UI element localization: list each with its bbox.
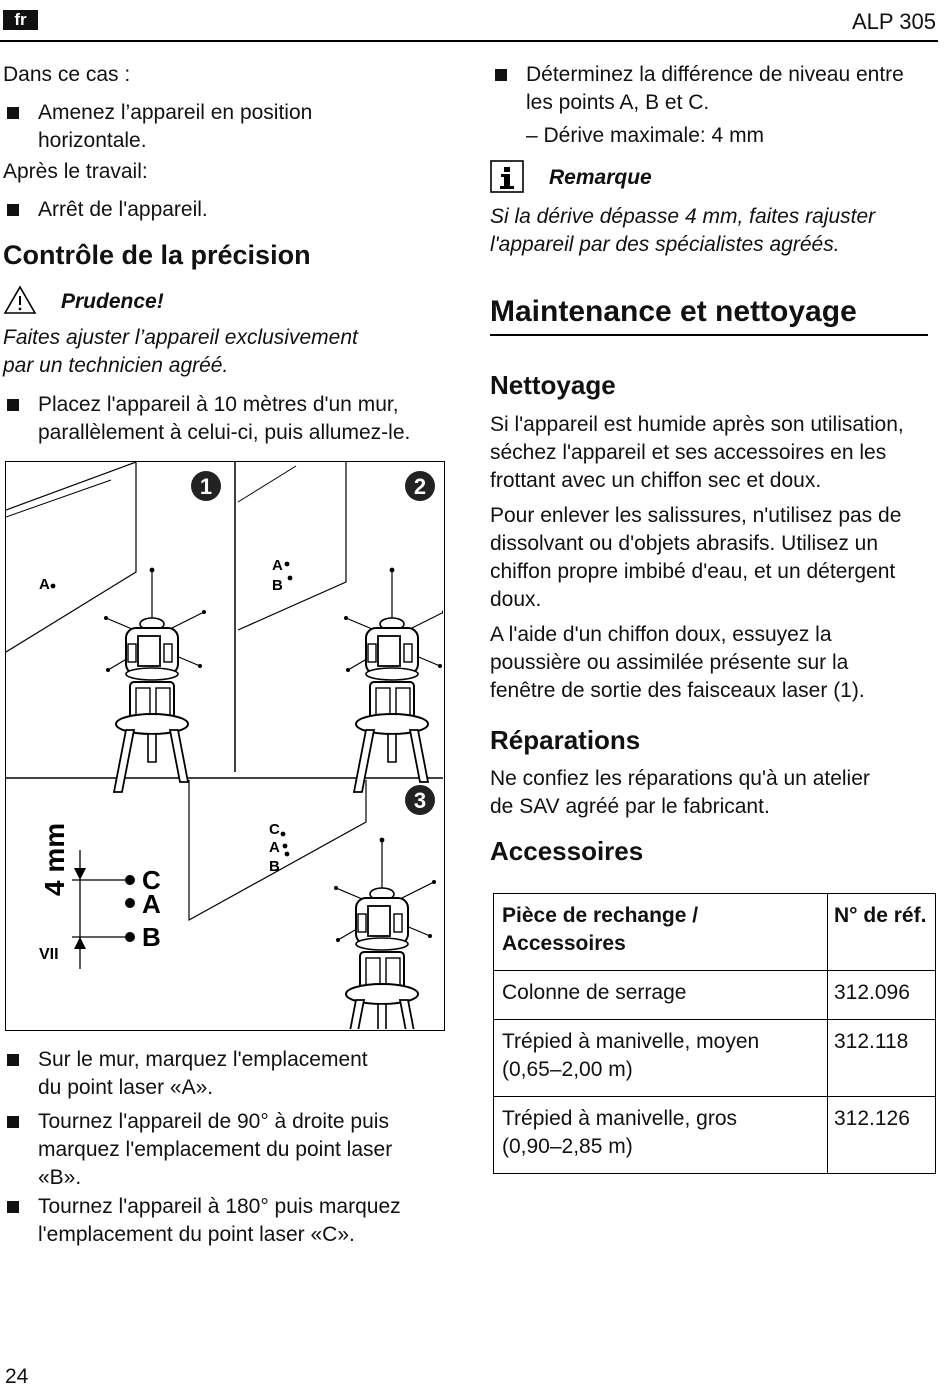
bullet-marker: [7, 1201, 19, 1213]
repairs-paragraph: Ne confiez les réparations qu'à un atelier de SAV agréé par le fabricant.: [490, 767, 870, 818]
point-a-label: A: [269, 839, 280, 856]
caution-text: Faites ajuster l’appareil exclusivement par un technicien agréé.: [3, 326, 358, 377]
bullet-text: Tournez l'appareil à 180° puis marquez l'emplacement du point laser «C».: [38, 1195, 401, 1246]
step-2-marker: [405, 471, 435, 501]
bullet-text: Amenez l’appareil en position horizontale.: [38, 101, 313, 152]
step-1-marker: [191, 471, 221, 501]
table-row: [494, 1020, 936, 1097]
language-badge: fr: [3, 10, 38, 30]
title-rule: [490, 334, 928, 336]
section-title-precision: Contrôle de la précision: [3, 240, 311, 270]
point-b-label: B: [269, 858, 280, 875]
big-a-label: A: [142, 889, 161, 919]
bullet-marker: [7, 399, 19, 411]
cleaning-title: Nettoyage: [490, 370, 616, 400]
table-row: [494, 971, 936, 1020]
point-a-label: A: [39, 576, 50, 593]
page-number: 24: [5, 1365, 29, 1388]
bullet-text: Tournez l'appareil de 90° à droite puis marquez l'emplacement du point laser «B».: [38, 1110, 393, 1189]
bullet-marker: [495, 69, 507, 81]
table-row: [494, 1097, 936, 1174]
header-ref: N° de réf.: [828, 894, 936, 971]
big-b-label: B: [142, 922, 161, 952]
step-3-label: 3: [413, 788, 427, 813]
cleaning-paragraph: A l'aide d'un chiffon doux, essuyez la poussière ou assimilée présente sur la fenêtre de sortie des faisceaux laser (1).: [490, 623, 865, 702]
caution-label: Prudence!: [61, 290, 164, 313]
part-cell: Trépied à manivelle, moyen (0,65–2,00 m): [494, 1020, 828, 1097]
ref-cell: 312.126: [828, 1097, 936, 1174]
bullet-marker: [7, 107, 19, 119]
step-2-label: 2: [413, 474, 427, 499]
ref-cell: 312.096: [828, 971, 936, 1020]
bullet-text: Sur le mur, marquez l'emplacement du point laser «A».: [38, 1048, 368, 1099]
part-cell: Colonne de serrage: [494, 971, 828, 1020]
bullet-marker: [7, 204, 19, 216]
accessories-title: Accessoires: [490, 836, 644, 866]
info-icon: [490, 160, 524, 193]
precision-check-figure: [5, 461, 445, 1031]
cleaning-paragraph: Pour enlever les salissures, n'utilisez pas de dissolvant ou d'objets abrasifs. Utilisez un chiffon propre imbibé d'eau, et un détergent doux.: [490, 504, 902, 611]
bullet-text: Déterminez la différence de niveau entre les points A, B et C.: [526, 63, 904, 114]
note-label: Remarque: [549, 166, 652, 189]
measure-label: 4 mm: [39, 822, 70, 896]
step-1-label: 1: [199, 474, 213, 499]
table-header-row: [494, 894, 936, 971]
bullet-marker: [7, 1054, 19, 1066]
header-part: Pièce de rechange / Accessoires: [494, 894, 828, 971]
max-drift-text: – Dérive maximale: 4 mm: [526, 124, 765, 147]
after-work-text: Après le travail:: [3, 160, 148, 183]
intro-text: Dans ce cas :: [3, 63, 131, 86]
point-c-label: C: [269, 821, 280, 838]
header-rule: [0, 40, 938, 42]
maintenance-title: Maintenance et nettoyage: [490, 295, 857, 328]
point-b-label: B: [272, 577, 283, 594]
note-text: Si la dérive dépasse 4 mm, faites rajuster l'appareil par des spécialistes agréés.: [490, 205, 876, 256]
bullet-text: Arrêt de l'appareil.: [38, 198, 208, 221]
point-a-label: A: [272, 557, 283, 574]
big-c-label: C: [142, 865, 161, 895]
bullet-text: Placez l'appareil à 10 mètres d'un mur, parallèlement à celui-ci, puis allumez-le.: [38, 393, 411, 444]
bullet-marker: [7, 1116, 19, 1128]
warning-icon: [3, 285, 37, 315]
part-cell: Trépied à manivelle, gros (0,90–2,85 m): [494, 1097, 828, 1174]
repairs-title: Réparations: [490, 725, 641, 755]
figure-drawing: [6, 462, 443, 1029]
max-label: VII: [39, 946, 59, 963]
ref-cell: 312.118: [828, 1020, 936, 1097]
model-name: ALP 305: [851, 9, 936, 34]
cleaning-paragraph: Si l'appareil est humide après son utilisation, séchez l'appareil et ses accessoires en les frottant avec un chiffon sec et doux.: [490, 413, 904, 492]
accessories-table: [493, 893, 936, 1174]
step-3-marker: [405, 785, 435, 815]
